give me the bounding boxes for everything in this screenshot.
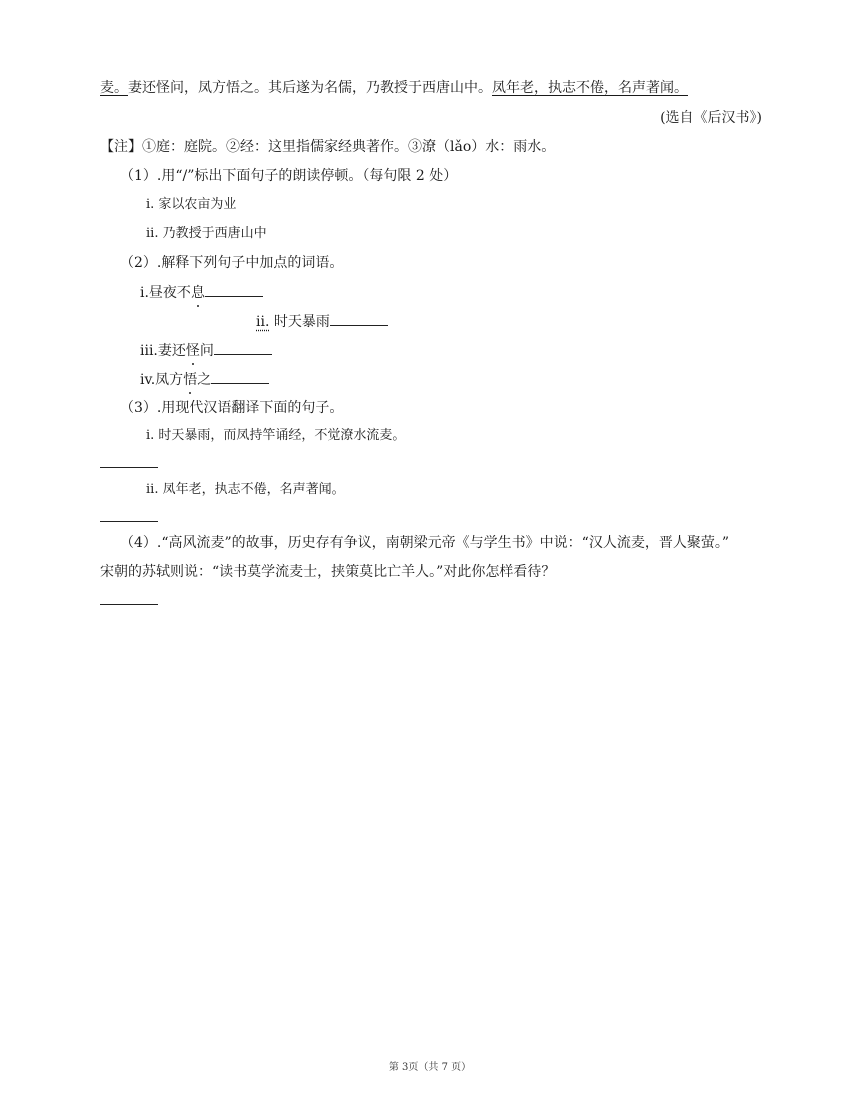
dotted-word: 怪 [185,343,200,359]
source-citation: (选自《后汉书》) [660,110,762,126]
passage-underlined-start: 麦。 [100,80,128,96]
answer-line[interactable] [100,521,158,522]
answer-blank[interactable] [205,282,263,297]
question-3-title: （3）.用现代汉语翻译下面的句子。 [120,400,344,416]
question-1-item-i: i. 家以农亩为业 [146,197,237,212]
passage-underlined-end: 凤年老，执志不倦，名声著闻。 [492,80,688,96]
dotted-numeral: ii. [256,314,270,330]
passage-line [100,78,688,98]
page-footer: 第 3页（共 7 页） [388,1062,472,1073]
dotted-word: 息 [190,285,205,301]
answer-blank[interactable] [214,340,272,355]
question-3-item-i: i. 时天暴雨，而凤持竿诵经，不觉潦水流麦。 [146,428,406,443]
dotted-word: 悟 [183,372,198,388]
question-1-item-ii: ii. 乃教授于西唐山中 [146,226,267,241]
annotation-note: 【注】①庭：庭院。②经：这里指儒家经典著作。③潦（lǎo）水：雨水。 [100,139,556,155]
question-2-item-ii: ii. 时天暴雨 [256,311,388,332]
question-2-item-iii: iii.妻还怪问 [140,340,272,361]
answer-blank[interactable] [211,369,269,384]
question-2-title: （2）.解释下列句子中加点的词语。 [120,255,344,271]
question-4-line-1: （4）.“高风流麦”的故事，历史存有争议，南朝梁元帝《与学生书》中说：“汉人流麦，晋人聚萤。” [120,535,729,551]
passage-text: 妻还怪问，凤方悟之。其后遂为名儒，乃教授于西唐山中。 [128,80,492,96]
question-2-item-iv: iv.凤方悟之 [140,369,269,390]
answer-blank[interactable] [330,311,388,326]
answer-line[interactable] [100,467,158,468]
answer-line[interactable] [100,604,158,605]
question-1-title: （1）.用“/”标出下面句子的朗读停顿。（每句限 2 处） [120,168,458,184]
question-2-item-i: i.昼夜不息 [140,282,263,303]
question-4-line-2: 宋朝的苏轼则说：“读书莫学流麦士，挟策莫比亡羊人。”对此你怎样看待？ [100,564,556,580]
question-3-item-ii: ii. 凤年老，执志不倦，名声著闻。 [146,482,345,497]
